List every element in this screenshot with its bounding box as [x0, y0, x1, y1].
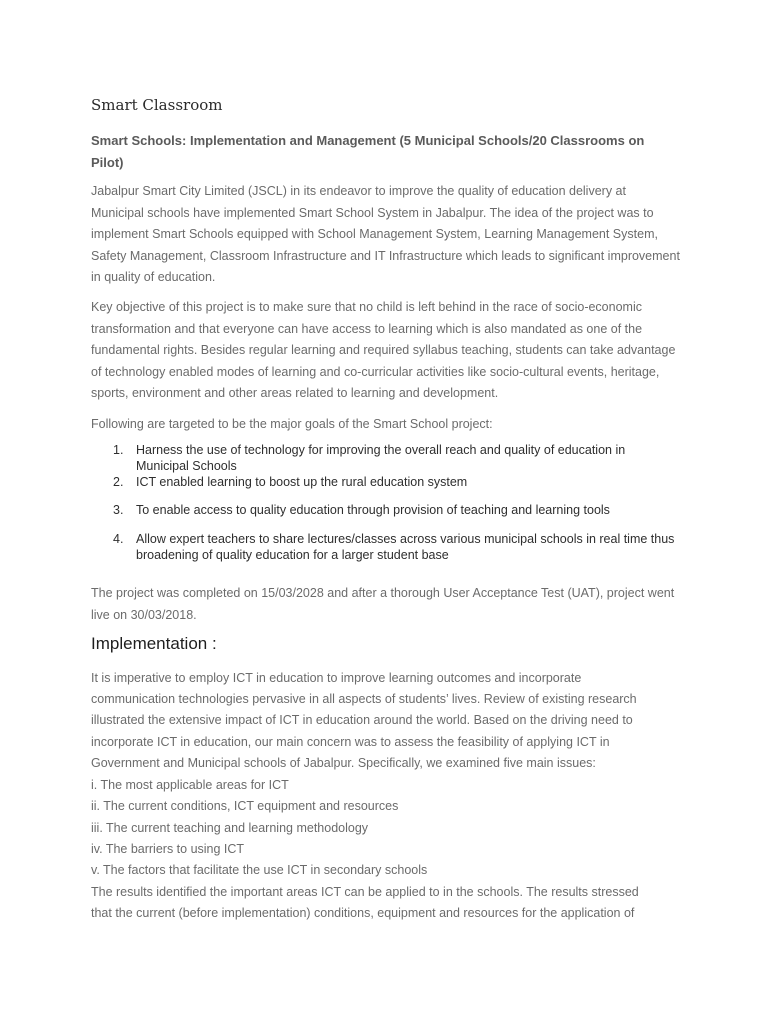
implementation-line: iii. The current teaching and learning methodology — [91, 821, 369, 835]
goal-number: 3. — [113, 503, 124, 517]
goal-number: 4. — [113, 532, 124, 546]
implementation-line: iv. The barriers to using ICT — [91, 842, 245, 856]
goal-number: 2. — [113, 475, 124, 489]
implementation-line: The results identified the important areas ICT can be applied to in the schools. The results stressed — [91, 885, 639, 899]
goal-text: To enable access to quality education through provision of teaching and learning tools — [136, 503, 610, 517]
implementation-line: Government and Municipal schools of Jabalpur. Specifically, we examined five main issues: — [91, 756, 596, 770]
intro-paragraph: Jabalpur Smart City Limited (JSCL) in its endeavor to improve the quality of education delivery at Municipal schools have implemented Smart School System in Jabalpur. The idea of the project was to implement Smart Schools equipped with School Management System, Learning Management System, Safety Management, Classroom Infrastructure and IT Infrastructure which leads to significant improvement in quality of education. — [91, 184, 680, 284]
document-title: Smart Classroom — [91, 96, 223, 114]
implementation-line: that the current (before implementation) conditions, equipment and resources for the application of — [91, 906, 635, 920]
implementation-line: v. The factors that facilitate the use ICT in secondary schools — [91, 863, 428, 877]
goal-text: Harness the use of technology for improving the overall reach and quality of education in Municipal Schools — [136, 443, 626, 473]
implementation-line: It is imperative to employ ICT in education to improve learning outcomes and incorporate — [91, 671, 582, 685]
implementation-line: i. The most applicable areas for ICT — [91, 778, 289, 792]
goal-text: Allow expert teachers to share lectures/classes across various municipal schools in real time thus broadening of quality education for a larger student base — [136, 532, 675, 562]
goal-text: ICT enabled learning to boost up the rural education system — [136, 475, 468, 489]
implementation-line: incorporate ICT in education, our main concern was to assess the feasibility of applying ICT in — [91, 735, 610, 749]
implementation-line: illustrated the extensive impact of ICT in education around the world. Based on the driving need to — [91, 713, 633, 727]
completion-paragraph: The project was completed on 15/03/2028 and after a thorough User Acceptance Test (UAT), project went live on 30/03/2018. — [91, 586, 675, 622]
goals-intro-paragraph: Following are targeted to be the major goals of the Smart School project: — [91, 417, 493, 431]
implementation-heading: Implementation : — [91, 634, 217, 653]
document-subtitle: Smart Schools: Implementation and Management (5 Municipal Schools/20 Classrooms on Pilot) — [91, 133, 645, 170]
implementation-line: communication technologies pervasive in all aspects of students’ lives. Review of existing research — [91, 692, 637, 706]
implementation-line: ii. The current conditions, ICT equipment and resources — [91, 799, 399, 813]
goal-number: 1. — [113, 443, 124, 457]
objective-paragraph: Key objective of this project is to make sure that no child is left behind in the race of socio-economic transformation and that everyone can have access to learning which is also mandated as one of the fundamental rights. Besides regular learning and required syllabus teaching, students can take advantage of technology enabled modes of learning and co-curricular activities like socio-cultural events, heritage, sports, environment and other areas related to learning and development. — [91, 300, 676, 400]
